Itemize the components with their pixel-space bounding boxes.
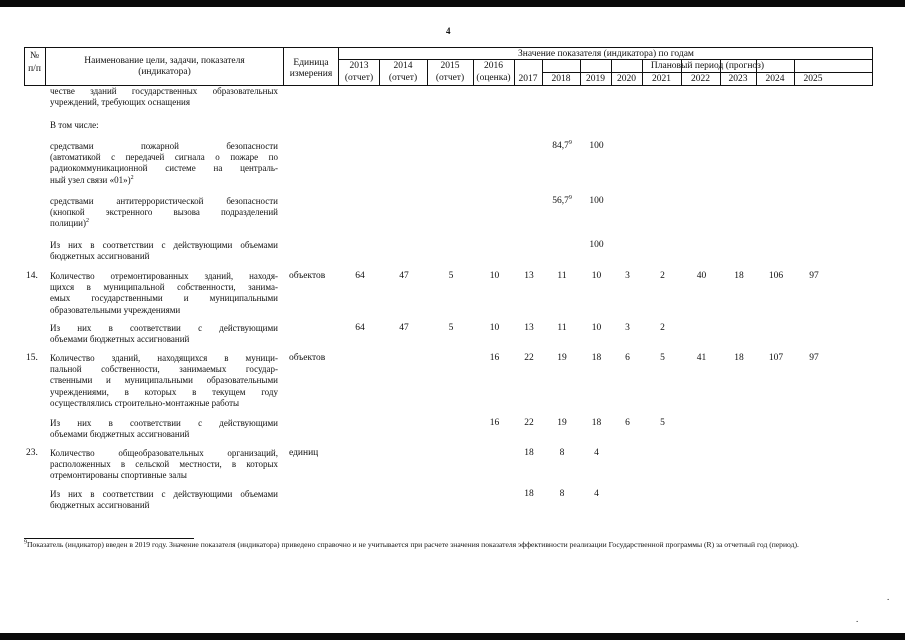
value-cell-2014: 47: [399, 271, 409, 281]
header-year: 2016: [484, 61, 503, 71]
value-cell-2017: 18: [524, 448, 534, 458]
footnote-ref: 2: [85, 218, 89, 225]
description-line: емых государственными и муниципальными: [50, 293, 278, 304]
unit-of-measure: единиц: [289, 448, 319, 458]
value-cell-2018: 19: [557, 418, 567, 428]
footnote-text: Показатель (индикатор) введен в 2019 году. Значение показателя (индикатора) приведено справочно и не учитывается при расчете значения показателя эффективности реализации Государственной программы (R) за отчетный год (период).: [27, 540, 799, 549]
description-line: объемами бюджетных ассигнований: [50, 429, 190, 440]
value-cell-2020: 3: [625, 271, 630, 281]
header-year-note: (отчет): [435, 73, 465, 83]
header-year-note: (оценка): [476, 73, 511, 83]
description-line: (кнопкой экстренного вызова подразделений: [50, 207, 278, 218]
indicator-description: [50, 489, 278, 511]
value-cell-2022: 40: [696, 271, 707, 281]
value-cell-2019: 10: [591, 271, 602, 281]
value-cell-2017: 13: [524, 271, 534, 281]
header-col-unit: Единица: [293, 58, 329, 68]
scan-bottom-edge: [0, 633, 905, 640]
value-cell-2020: 6: [625, 418, 630, 428]
footnote-marker: 9: [24, 539, 27, 546]
indicator-description: [50, 323, 278, 345]
description-line: В том числе:: [50, 120, 99, 130]
value-cell-2014: 47: [399, 323, 409, 333]
indicator-description: [50, 120, 278, 131]
description-line: бюджетных ассигнований: [50, 500, 150, 511]
header-plan-rule: [542, 72, 873, 73]
indicator-description: [50, 418, 278, 440]
value-cell-2017: 13: [524, 323, 534, 333]
description-line: объемами бюджетных ассигнований: [50, 334, 190, 345]
description-line: осуществлялись строительно-монтажные работы: [50, 397, 240, 408]
description-line: Из них в соответствии с действующими: [50, 418, 278, 428]
header-year: 2013: [349, 61, 369, 71]
footnote-ref: 9: [568, 194, 572, 201]
header-group-title: Значение показателя (индикатора) по годам: [518, 49, 694, 59]
row-number: 15.: [26, 353, 38, 363]
value-cell-2019: 4: [594, 448, 599, 458]
header-year: 2014: [393, 61, 413, 71]
indicator-description: [50, 141, 278, 186]
value-cell-2018: 11: [557, 323, 567, 333]
indicator-description: [50, 448, 278, 482]
description-line: радиокоммуникационной системе на централь-: [50, 163, 278, 174]
table-header: [24, 47, 873, 86]
value-cell-2013: 64: [355, 323, 365, 333]
indicator-description: [50, 271, 278, 316]
value-cell-2018: 8: [559, 448, 565, 458]
description-line: Из них в соответствии с действующими объемами: [50, 489, 278, 499]
value-cell-2018: 84,7$^9$: [552, 139, 572, 151]
description-line: Количество отремонтированных зданий, находя-: [50, 271, 278, 281]
value-cell-2019: 100: [589, 240, 604, 250]
indicator-description: [50, 240, 278, 262]
value-cell-2025: 97: [809, 271, 819, 281]
scan-top-edge: [0, 0, 905, 7]
value-cell-2019: 100: [589, 196, 604, 206]
description-line: Из них в соответствии с действующими объемами: [50, 240, 278, 250]
header-col-number: п/п: [28, 64, 41, 74]
description-line: ственными и муниципальными образовательными: [50, 375, 278, 386]
description-line: образовательными учреждениями: [50, 304, 181, 315]
value-cell-2020: 6: [625, 353, 630, 363]
unit-of-measure: объектов: [289, 271, 326, 281]
description-line: отремонтированы спортивные залы: [50, 470, 187, 481]
footnote: [24, 540, 879, 551]
header-year: 2024: [765, 74, 785, 84]
value-cell-2018: 11: [557, 271, 567, 281]
header-year: 2023: [728, 74, 748, 84]
header-plan-title: Плановый период (прогноз): [650, 61, 765, 71]
description-line: щихся в муниципальной собственности, занима-: [50, 282, 278, 293]
value-cell-2016: 10: [489, 271, 500, 281]
header-border-top: [24, 47, 873, 48]
description-line: учреждениями, в которых в текущем году: [50, 386, 278, 397]
value-cell-2018: 19: [557, 353, 567, 363]
page-number: 4: [446, 26, 451, 36]
value-cell-2023: 18: [734, 353, 744, 363]
header-year: 2017: [518, 74, 538, 84]
header-col-number: №: [29, 51, 40, 61]
header-col-unit: измерения: [289, 69, 333, 79]
row-number: 23.: [26, 448, 38, 458]
description-line: учреждений, требующих оснащения: [50, 97, 190, 108]
header-year-note: (отчет): [388, 73, 418, 83]
indicator-description: [50, 353, 278, 409]
value-cell-2020: 3: [625, 323, 630, 333]
description-line: ный узел связи «01»)$^2$: [50, 174, 134, 185]
value-cell-2024: 106: [768, 271, 784, 281]
header-year: 2015: [440, 61, 460, 71]
header-group-rule: [338, 59, 873, 60]
scan-speck: .: [856, 614, 859, 624]
description-line: (автоматикой с передачей сигнала о пожаре по: [50, 152, 278, 163]
value-cell-2018: 8: [559, 489, 565, 499]
value-cell-2022: 41: [696, 353, 707, 363]
value-cell-2016: 16: [489, 353, 500, 363]
header-year: 2018: [551, 74, 571, 84]
value-cell-2019: 18: [591, 353, 602, 363]
header-col-name: (индикатора): [138, 67, 191, 77]
header-year: 2020: [617, 74, 636, 84]
value-cell-2015: 5: [448, 323, 454, 333]
value-cell-2024: 107: [768, 353, 784, 363]
value-cell-2016: 16: [489, 418, 500, 428]
value-cell-2013: 64: [355, 271, 365, 281]
value-cell-2019: 10: [591, 323, 602, 333]
header-year-note: (отчет): [344, 73, 374, 83]
description-line: Количество общеобразовательных организаций,: [50, 448, 278, 458]
value-cell-2019: 18: [591, 418, 602, 428]
description-line: пальной собственности, занимаемых государ-: [50, 364, 278, 375]
row-number: 14.: [26, 271, 38, 281]
indicator-description: [50, 86, 278, 108]
description-line: Количество зданий, находящихся в муници-: [50, 353, 278, 363]
description-line: средствами пожарной безопасности: [50, 141, 278, 151]
value-cell-2021: 5: [660, 353, 665, 363]
value-cell-2019: 4: [594, 489, 599, 499]
value-cell-2021: 2: [660, 323, 665, 333]
value-cell-2015: 5: [448, 271, 454, 281]
value-cell-2025: 97: [809, 353, 819, 363]
header-col-name: Наименование цели, задачи, показателя: [84, 56, 245, 66]
footnote-rule: [24, 538, 194, 539]
value-cell-2018: 56,7$^9$: [552, 194, 572, 206]
description-line: полиции)$^2$: [50, 218, 89, 229]
description-line: бюджетных ассигнований: [50, 251, 150, 262]
header-year: 2021: [652, 74, 671, 84]
header-year: 2022: [691, 74, 710, 84]
value-cell-2017: 22: [524, 353, 534, 363]
value-cell-2017: 18: [524, 489, 534, 499]
value-cell-2017: 22: [524, 418, 534, 428]
value-cell-2023: 18: [734, 271, 744, 281]
header-year: 2025: [803, 74, 823, 84]
header-year: 2019: [586, 74, 605, 84]
value-cell-2019: 100: [589, 141, 604, 151]
value-cell-2021: 2: [660, 271, 665, 281]
description-line: расположенных в сельской местности, в которых: [50, 459, 278, 470]
description-line: Из них в соответствии с действующими: [50, 323, 278, 333]
indicator-description: [50, 196, 278, 230]
footnote-ref: 9: [568, 139, 572, 146]
value-cell-2016: 10: [489, 323, 500, 333]
value-cell-2021: 5: [660, 418, 665, 428]
footnote-ref: 2: [130, 174, 134, 181]
scan-speck: .: [887, 592, 890, 602]
description-line: честве зданий государственных образовательных: [50, 86, 278, 96]
unit-of-measure: объектов: [289, 353, 326, 363]
description-line: средствами антитеррористической безопасности: [50, 196, 278, 206]
